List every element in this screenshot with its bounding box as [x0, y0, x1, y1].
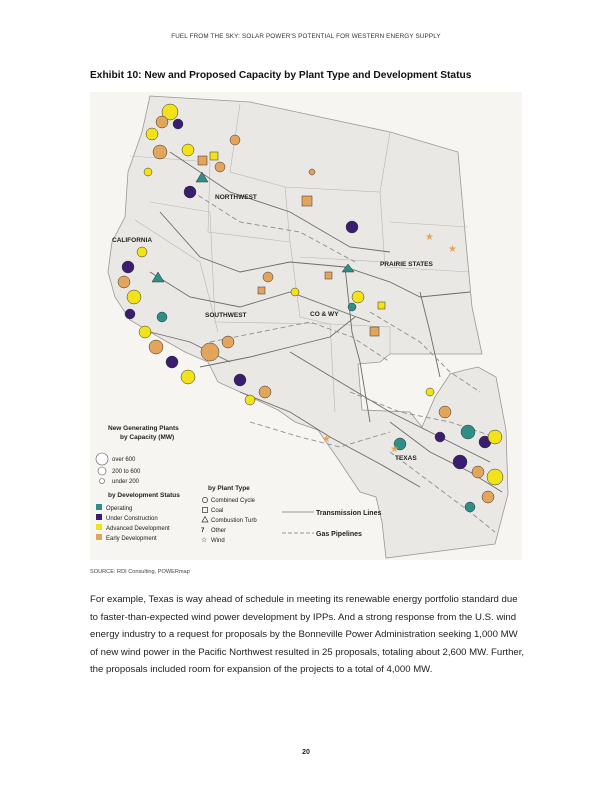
wind-marker: ★: [448, 244, 457, 255]
plant-marker: [488, 430, 502, 444]
legend-status-advanced: Advanced Development: [106, 526, 170, 532]
plant-marker: [370, 327, 379, 336]
plant-marker: [181, 370, 195, 384]
legend-status-title: by Development Status: [108, 492, 180, 499]
region-label-california: CALIFORNIA: [112, 237, 153, 244]
wind-marker: ★: [322, 434, 331, 445]
region-label-northwest: NORTHWEST: [215, 194, 257, 201]
plant-marker: [184, 186, 196, 198]
plant-marker: [137, 247, 147, 257]
legend-size-large-label: over 600: [112, 457, 136, 463]
plant-marker: [230, 135, 240, 145]
plant-marker: [435, 432, 445, 442]
region-label-co-wy: CO & WY: [310, 311, 339, 318]
plant-marker: [149, 340, 163, 354]
exhibit-title: Exhibit 10: New and Proposed Capacity by Plant Type and Development Status: [90, 70, 472, 81]
running-header: FUEL FROM THE SKY: SOLAR POWER'S POTENTIAL FOR WESTERN ENERGY SUPPLY: [171, 33, 441, 40]
legend-size-small-label: under 200: [112, 479, 140, 485]
plant-marker: [465, 502, 475, 512]
plant-marker: [439, 406, 451, 418]
legend-type-cc: Combined Cycle: [211, 498, 256, 504]
plant-marker: [426, 388, 434, 396]
page-number: 20: [302, 749, 310, 756]
plant-marker: [122, 261, 134, 273]
legend-type-wind: Wind: [211, 538, 225, 544]
wind-marker: ★: [425, 232, 434, 243]
plant-marker: [215, 162, 225, 172]
plant-marker: [461, 425, 475, 439]
plant-marker: [201, 343, 219, 361]
plant-marker: [173, 119, 183, 129]
source-note: SOURCE: RDI Consulting, POWERmap: [90, 569, 190, 575]
legend-type-coal: Coal: [211, 508, 224, 514]
plant-marker: [146, 128, 158, 140]
legend-status-construction: Under Construction: [106, 516, 158, 522]
plant-marker: [258, 287, 265, 294]
legend-transmission: Transmission Lines: [316, 510, 382, 517]
plant-marker: [156, 116, 168, 128]
plant-marker: [309, 169, 315, 175]
legend-pipeline: Gas Pipelines: [316, 531, 362, 538]
legend-size-medium: [98, 467, 106, 475]
plant-marker: [472, 466, 484, 478]
legend-type-title: by Plant Type: [208, 485, 250, 492]
plant-marker: [346, 221, 358, 233]
body-paragraph: For example, Texas is way ahead of schedule in meeting its renewable energy portfolio standard due to faster-than-expected wind power development by IPPs. And a strong response from the U.S. wind energy industry to a request for proposals by the Bonneville Power Administration seeking 1,000 MW of new wind power in the Pacific Northwest resulted in 25 proposals, totaling about 2,600 MW. Further, the proposals included room for expansion of the projects to a total of 4,000 MW.: [90, 594, 525, 676]
plant-marker: [157, 312, 167, 322]
region-label-prairie: PRAIRIE STATES: [380, 261, 433, 268]
plant-marker: [263, 272, 273, 282]
capacity-map: [90, 92, 522, 560]
legend-type-other: Other: [211, 528, 227, 534]
legend-capacity-title-2: by Capacity (MW): [120, 434, 175, 441]
plant-marker: [198, 156, 207, 165]
legend-status-early: Early Development: [106, 536, 157, 542]
legend-size-medium-label: 200 to 600: [112, 469, 141, 475]
legend-size-small: [100, 479, 105, 484]
plant-marker: [166, 356, 178, 368]
legend-type-wind-icon: ☆: [201, 537, 208, 544]
legend-status-advanced-swatch: [96, 524, 102, 530]
plant-marker: [453, 455, 467, 469]
legend-status-operating: Operating: [106, 506, 133, 512]
legend-capacity-title-1: New Generating Plants: [108, 425, 179, 432]
region-label-texas: TEXAS: [395, 455, 417, 462]
plant-marker: [482, 491, 494, 503]
legend-size-large: [96, 453, 108, 465]
plant-marker: [118, 276, 130, 288]
plant-marker: [245, 395, 255, 405]
plant-marker: [325, 272, 332, 279]
region-label-southwest: SOUTHWEST: [205, 312, 247, 319]
plant-marker: [234, 374, 246, 386]
plant-marker: [153, 145, 167, 159]
plant-marker: [352, 291, 364, 303]
plant-marker: [487, 469, 503, 485]
legend-type-ct: Combustion Turb: [211, 518, 257, 524]
plant-marker: [259, 386, 271, 398]
legend-status-construction-swatch: [96, 514, 102, 520]
legend-status-operating-swatch: [96, 504, 102, 510]
legend-status-early-swatch: [96, 534, 102, 540]
plant-marker: [127, 290, 141, 304]
plant-marker: [139, 326, 151, 338]
plant-marker: [182, 144, 194, 156]
plant-marker: [302, 196, 312, 206]
plant-marker: [144, 168, 152, 176]
wind-marker: ★: [390, 444, 399, 455]
plant-marker: [125, 309, 135, 319]
plant-marker: [210, 152, 218, 160]
plant-marker: [348, 303, 356, 311]
plant-marker: [291, 288, 299, 296]
legend-type-other-icon: 7: [201, 528, 205, 534]
plant-marker: [222, 336, 234, 348]
plant-marker: [378, 302, 385, 309]
